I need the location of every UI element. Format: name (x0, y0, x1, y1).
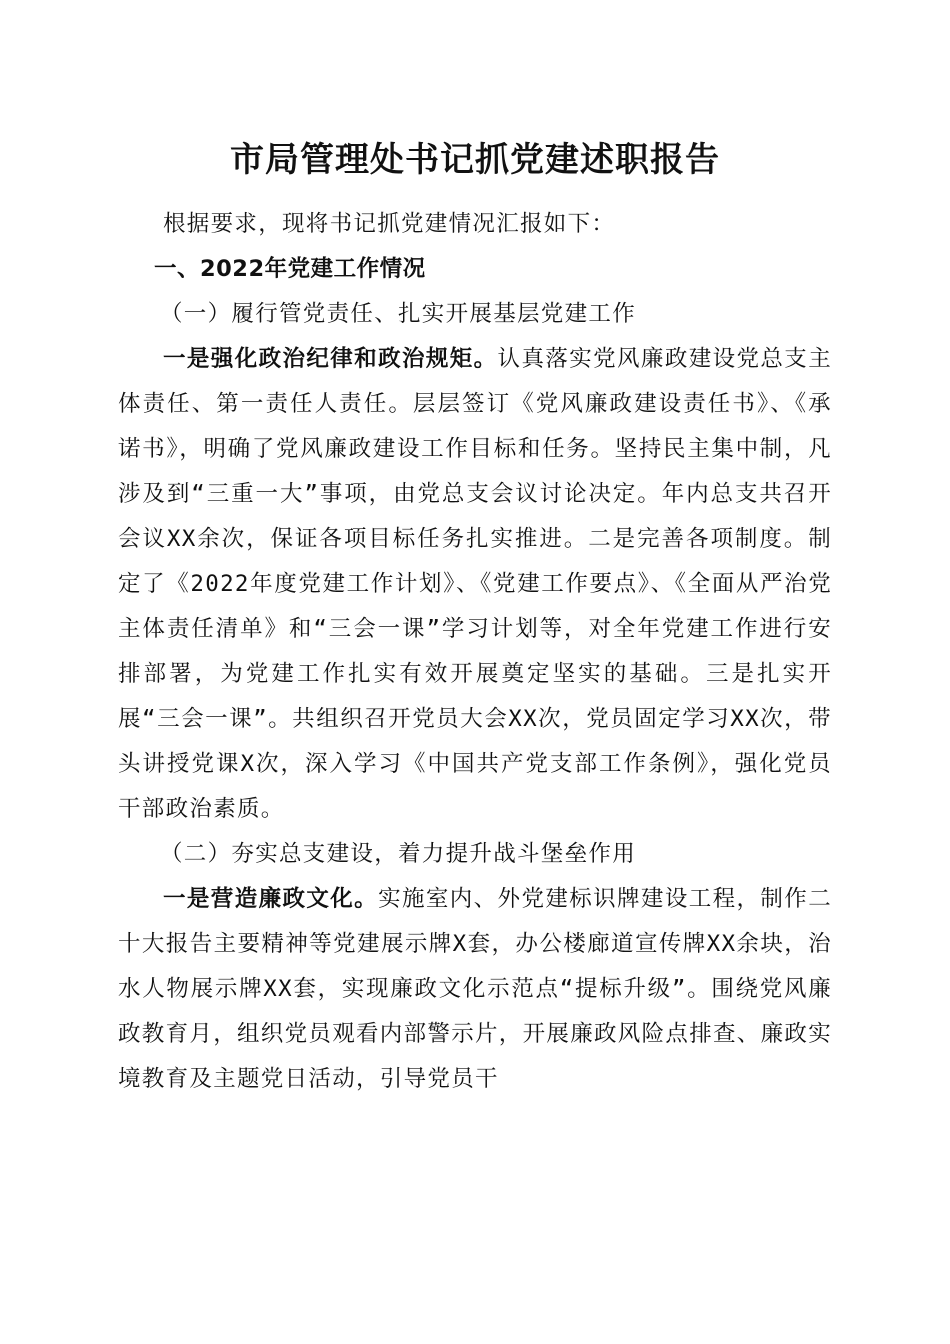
document-title: 市局管理处书记抓党建述职报告 (230, 140, 720, 180)
subsection-2-paragraph (118, 877, 832, 1102)
section-heading-1: 一、2022年党建工作情况 (154, 256, 426, 282)
subsection-heading-2: （二）夯实总支建设，着力提升战斗堡垒作用 (160, 841, 637, 867)
subsection-heading-1: （一）履行管党责任、扎实开展基层党建工作 (160, 301, 637, 327)
document-body (118, 202, 832, 1102)
intro-paragraph: 根据要求，现将书记抓党建情况汇报如下： (163, 211, 616, 237)
paragraph-body: 认真落实党风廉政建设党总支主体责任、第一责任人责任。层层签订《党风廉政建设责任书》、《承诺书》，明确了党风廉政建设工作目标和任务。坚持民主集中制，凡涉及到“三重一大”事项，由党总支会议讨论决定。年内总支共召开会议XX余次，保证各项目标任务扎实推进。二是完善各项制度。制定了《2022年度党建工作计划》、《党建工作要点》、《全面从严治党主体责任清单》和“三会一课”学习计划等，对全年党建工作进行安排部署，为党建工作扎实有效开展奠定坚实的基础。三是扎实开展“三会一课”。共组织召开党员大会XX次，党员固定学习XX次，带头讲授党课X次，深入学习《中国共产党支部工作条例》，强化党员干部政治素质。 (118, 346, 832, 822)
paragraph-lead: 一是强化政治纪律和政治规矩。 (163, 346, 498, 372)
paragraph-lead: 一是营造廉政文化。 (163, 886, 379, 912)
subsection-1-paragraph (118, 337, 832, 832)
paragraph-body: 实施室内、外党建标识牌建设工程，制作二十大报告主要精神等党建展示牌X套，办公楼廊道宣传牌XX余块，治水人物展示牌XX套，实现廉政文化示范点“提标升级”。围绕党风廉政教育月，组织党员观看内部警示片，开展廉政风险点排查、廉政实境教育及主题党日活动，引导党员干 (118, 886, 833, 1092)
